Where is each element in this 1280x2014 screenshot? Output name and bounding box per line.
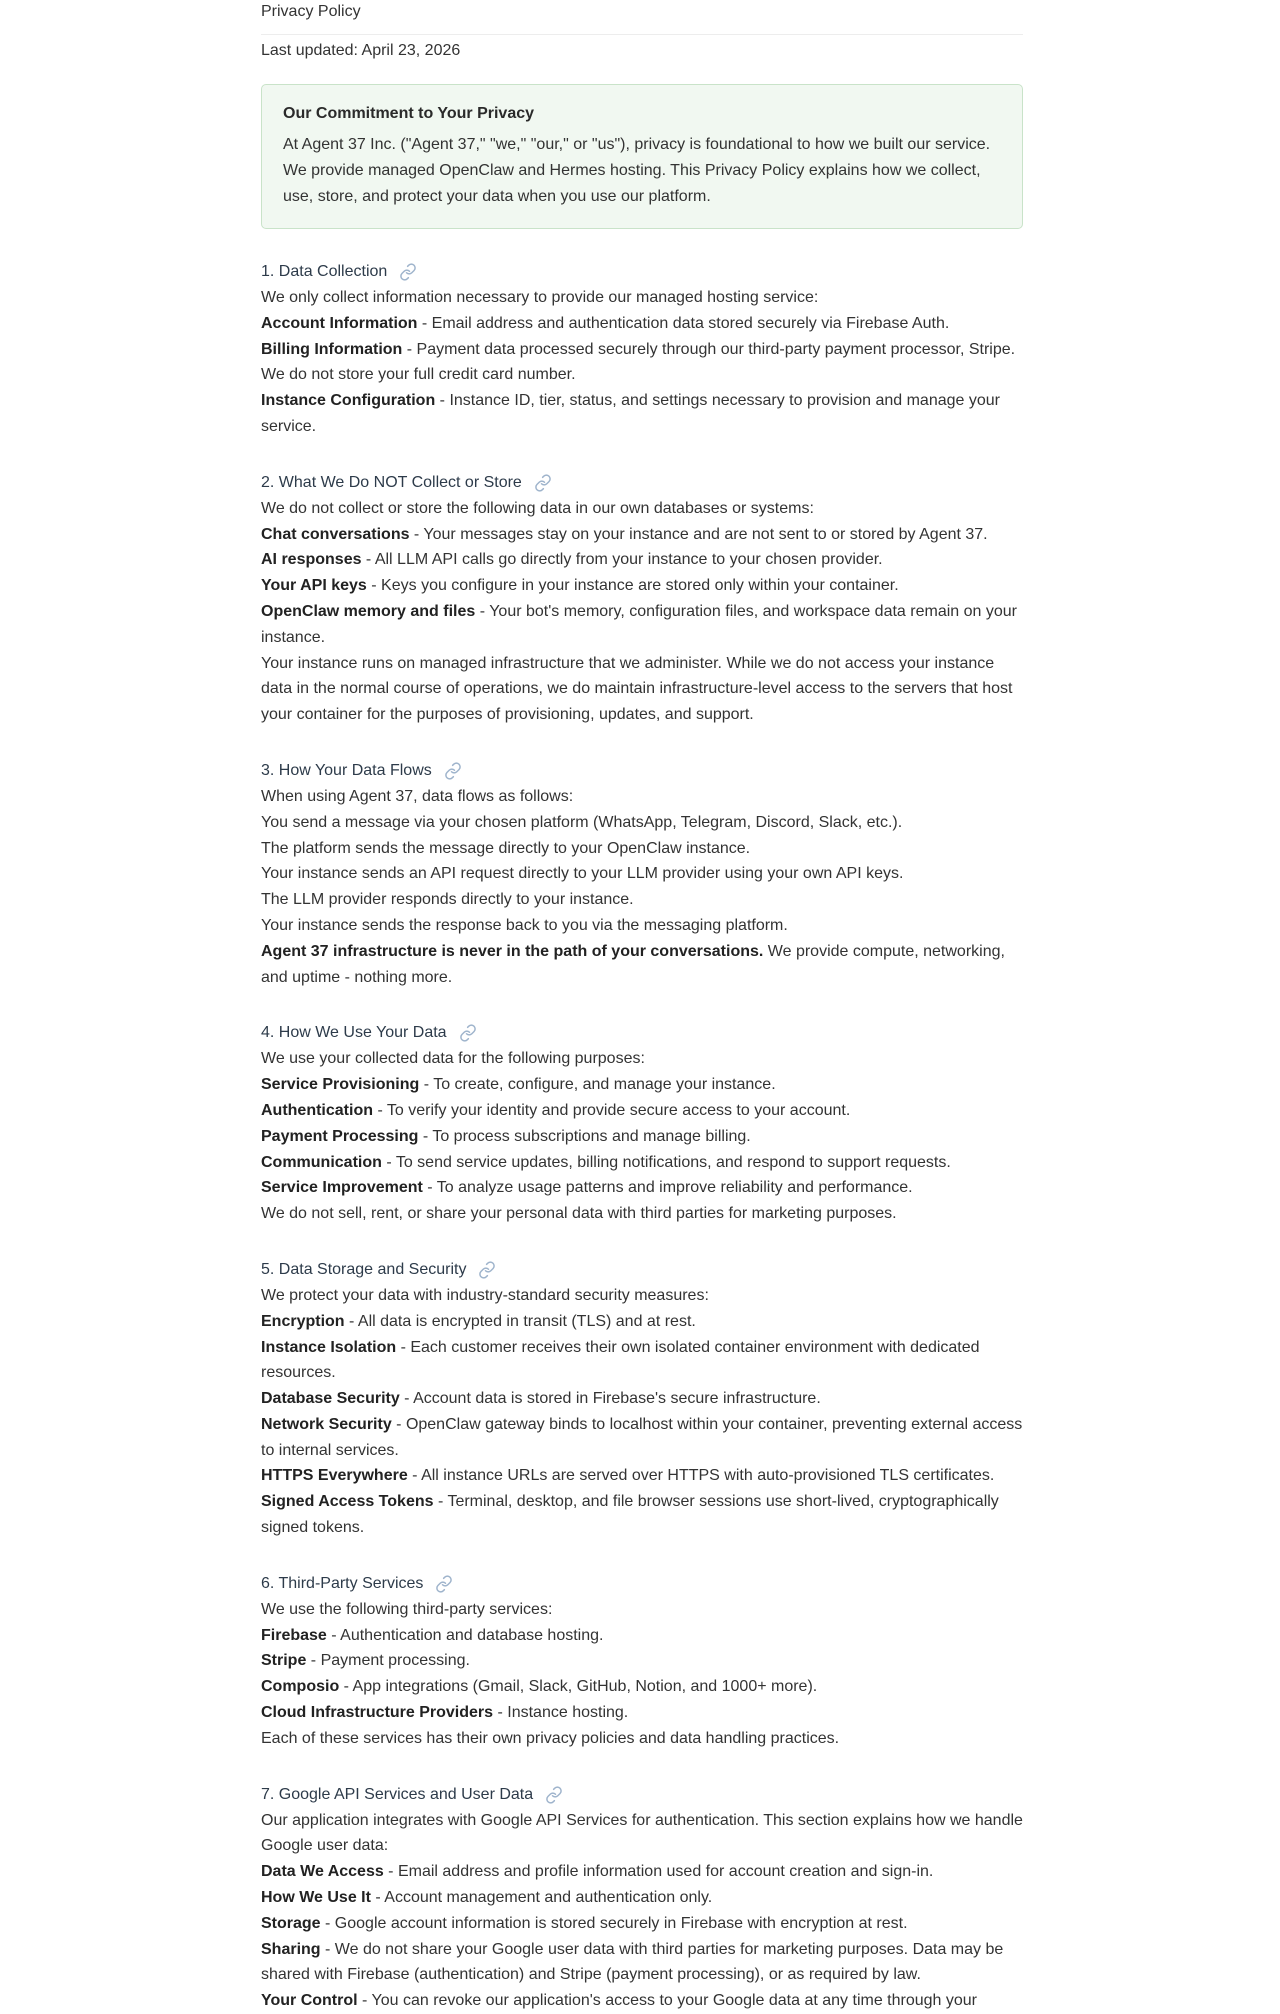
section-item — [261, 1885, 1023, 1911]
item-text: Each of these services has their own privacy policies and data handling practices. — [261, 1729, 840, 1747]
item-text: - Payment data processed securely through our third-party payment processor, Stripe. We do not store your full credit card number. — [261, 340, 1016, 384]
section-note — [261, 651, 1023, 728]
section-intro: We use your collected data for the following purposes: — [261, 1050, 645, 1068]
section-heading — [261, 1020, 1023, 1046]
section-item — [261, 1859, 1023, 1885]
item-text: - Payment processing. — [306, 1652, 470, 1670]
item-text: - We do not share your Google user data with third parties for marketing purposes. Data may be shared with Firebase (authentication) and Stripe (payment processing), or as required by law. — [261, 1940, 1004, 1984]
section-item — [261, 1463, 1023, 1489]
last-updated-date: Last updated: April 23, 2026 — [261, 42, 461, 59]
anchor-link-icon[interactable] — [435, 1575, 453, 1593]
item-term: HTTPS Everywhere — [261, 1467, 408, 1485]
item-term: How We Use It — [261, 1889, 371, 1907]
section-intro: We use the following third-party services: — [261, 1600, 553, 1618]
anchor-link-icon[interactable] — [459, 1024, 477, 1042]
policy-section — [261, 470, 1023, 728]
section-item — [261, 1072, 1023, 1098]
section-item — [261, 1489, 1023, 1541]
item-term: Communication — [261, 1153, 382, 1171]
item-term: Agent 37 infrastructure is never in the path of your conversations. — [261, 942, 764, 960]
item-text: - Google account information is stored securely in Firebase with encryption at rest. — [320, 1914, 908, 1932]
item-text: - App integrations (Gmail, Slack, GitHub, Notion, and 1000+ more). — [339, 1678, 818, 1696]
item-text: We provide compute, networking, and uptime - nothing more. — [261, 942, 1005, 986]
policy-section — [261, 1571, 1023, 1752]
item-text: - Account data is stored in Firebase's secure infrastructure. — [399, 1390, 821, 1408]
section-item — [261, 1124, 1023, 1150]
section-heading-text: 5. Data Storage and Security — [261, 1260, 467, 1278]
item-text: - Your bot's memory, configuration files, and workspace data remain on your instance. — [261, 602, 1017, 646]
item-text: - All instance URLs are served over HTTPS with auto-provisioned TLS certificates. — [407, 1467, 995, 1485]
section-item — [261, 1648, 1023, 1674]
item-text: - Each customer receives their own isolated container environment with dedicated resources. — [261, 1338, 980, 1382]
section-heading-text: 1. Data Collection — [261, 263, 388, 280]
section-intro: We do not collect or store the following data in our own databases or systems: — [261, 499, 814, 517]
section-item — [261, 1386, 1023, 1412]
item-term: Stripe — [261, 1652, 307, 1670]
item-text: The LLM provider responds directly to your instance. — [261, 891, 634, 909]
section-intro: When using Agent 37, data flows as follows: — [261, 787, 574, 805]
item-text: We do not sell, rent, or share your personal data with third parties for marketing purposes. — [261, 1205, 897, 1223]
item-term: Signed Access Tokens — [261, 1493, 434, 1511]
policy-section — [261, 1782, 1023, 2014]
section-item — [261, 1988, 1023, 2014]
section-heading-text: 3. How Your Data Flows — [261, 761, 432, 779]
item-text: - Your messages stay on your instance and are not sent to or stored by Agent 37. — [409, 525, 988, 543]
section-item — [261, 1175, 1023, 1201]
section-item — [261, 522, 1023, 548]
anchor-link-icon[interactable] — [478, 1261, 496, 1279]
item-term: Storage — [261, 1914, 321, 1932]
item-term: Instance Isolation — [261, 1338, 397, 1356]
item-text: - Email address and authentication data stored securely via Firebase Auth. — [417, 314, 950, 332]
item-text: Your instance sends the response back to you via the messaging platform. — [261, 916, 788, 934]
page-title: Privacy Policy — [261, 0, 1023, 35]
item-text: Your instance sends an API request directly to your LLM provider using your own API keys. — [261, 865, 904, 883]
anchor-link-icon[interactable] — [545, 1786, 563, 1804]
section-heading — [261, 1257, 1023, 1283]
policy-sections — [261, 259, 1023, 2014]
item-term: Firebase — [261, 1626, 327, 1644]
section-item — [261, 388, 1023, 440]
policy-section — [261, 1020, 1023, 1227]
section-item — [261, 547, 1023, 573]
item-text: - OpenClaw gateway binds to localhost within your container, preventing external access to internal services. — [261, 1415, 1023, 1459]
section-item — [261, 311, 1023, 337]
item-term: Your API keys — [261, 577, 367, 595]
section-item — [261, 1150, 1023, 1176]
item-text: The platform sends the message directly to your OpenClaw instance. — [261, 839, 751, 857]
callout-body: At Agent 37 Inc. ("Agent 37," "we," "our," or "us"), privacy is foundational to how we built our service. We provide managed OpenClaw and Hermes hosting. This Privacy Policy explains how we collect, use, store, and protect your data when you use our platform. — [283, 136, 991, 205]
section-item — [261, 810, 1023, 836]
item-text: - To process subscriptions and manage billing. — [418, 1127, 751, 1145]
policy-section — [261, 259, 1023, 440]
section-item — [261, 573, 1023, 599]
item-term: OpenClaw memory and files — [261, 602, 476, 620]
section-intro: We protect your data with industry-standard security measures: — [261, 1286, 709, 1304]
section-item — [261, 1726, 1023, 1752]
item-text: - Instance ID, tier, status, and settings necessary to provision and manage your service. — [261, 392, 1000, 435]
item-term: AI responses — [261, 551, 362, 569]
callout-title: Our Commitment to Your Privacy — [283, 105, 535, 122]
section-heading-text: 7. Google API Services and User Data — [261, 1785, 534, 1803]
section-intro: Our application integrates with Google API Services for authentication. This section explains how we handle Google user data: — [261, 1811, 1023, 1855]
privacy-policy-page — [261, 0, 1023, 2014]
item-term: Service Improvement — [261, 1179, 423, 1197]
privacy-commitment-callout — [261, 84, 1023, 229]
section-item — [261, 1674, 1023, 1700]
section-item — [261, 1623, 1023, 1649]
item-text: - To analyze usage patterns and improve reliability and performance. — [422, 1179, 913, 1197]
section-intro: We only collect information necessary to provide our managed hosting service: — [261, 289, 819, 306]
item-text: - Authentication and database hosting. — [326, 1626, 604, 1644]
item-text: - All LLM API calls go directly from your instance to your chosen provider. — [361, 551, 883, 569]
item-text: - Email address and profile information used for account creation and sign-in. — [383, 1863, 934, 1881]
section-heading-text: 6. Third-Party Services — [261, 1574, 424, 1592]
section-heading — [261, 1571, 1023, 1597]
item-term: Authentication — [261, 1101, 373, 1119]
section-item — [261, 1700, 1023, 1726]
section-heading-text: 4. How We Use Your Data — [261, 1024, 447, 1042]
section-item — [261, 337, 1023, 389]
anchor-link-icon[interactable] — [534, 474, 552, 492]
item-text: - Terminal, desktop, and file browser sessions use short-lived, cryptographically signed tokens. — [261, 1493, 999, 1537]
section-item — [261, 1098, 1023, 1124]
item-term: Data We Access — [261, 1863, 384, 1881]
section-item — [261, 1911, 1023, 1937]
item-term: Encryption — [261, 1312, 345, 1330]
item-text: You send a message via your chosen platform (WhatsApp, Telegram, Discord, Slack, etc.). — [261, 813, 903, 831]
item-term: Sharing — [261, 1940, 321, 1958]
item-term: Cloud Infrastructure Providers — [261, 1704, 494, 1722]
item-term: Service Provisioning — [261, 1076, 420, 1094]
item-text: - Instance hosting. — [493, 1704, 629, 1722]
anchor-link-icon[interactable] — [444, 762, 462, 780]
section-heading — [261, 470, 1023, 496]
item-term: Billing Information — [261, 340, 403, 358]
section-item — [261, 836, 1023, 862]
section-item — [261, 939, 1023, 991]
item-term: Database Security — [261, 1390, 400, 1408]
section-item — [261, 1335, 1023, 1387]
item-text: - To verify your identity and provide secure access to your account. — [373, 1101, 851, 1119]
section-heading — [261, 1782, 1023, 1808]
item-term: Instance Configuration — [261, 392, 436, 410]
anchor-link-icon[interactable] — [399, 263, 417, 281]
item-text: - You can revoke our application's access to your Google data at any time through your — [357, 1992, 977, 2010]
section-item — [261, 1412, 1023, 1464]
item-term: Your Control — [261, 1992, 358, 2010]
item-term: Chat conversations — [261, 525, 410, 543]
section-item — [261, 1201, 1023, 1227]
item-term: Account Information — [261, 314, 418, 332]
section-item — [261, 861, 1023, 887]
item-text: - To send service updates, billing notifications, and respond to support requests. — [381, 1153, 951, 1171]
item-term: Network Security — [261, 1415, 392, 1433]
item-term: Payment Processing — [261, 1127, 419, 1145]
item-text: - All data is encrypted in transit (TLS) and at rest. — [344, 1312, 696, 1330]
item-text: - Account management and authentication only. — [370, 1889, 713, 1907]
section-item — [261, 1309, 1023, 1335]
section-heading-text: 2. What We Do NOT Collect or Store — [261, 473, 522, 491]
item-text: Your instance runs on managed infrastructure that we administer. While we do not access your instance data in the normal course of operations, we do maintain infrastructure-level access to the servers that host your container for the purposes of provisioning, updates, and support. — [261, 654, 1013, 724]
item-text: - Keys you configure in your instance are stored only within your container. — [366, 577, 899, 595]
section-item — [261, 913, 1023, 939]
policy-section — [261, 1257, 1023, 1541]
section-item — [261, 887, 1023, 913]
item-text: - To create, configure, and manage your instance. — [419, 1076, 776, 1094]
policy-section — [261, 758, 1023, 990]
section-item — [261, 1937, 1023, 1989]
section-heading — [261, 259, 1023, 285]
section-item — [261, 599, 1023, 651]
section-heading — [261, 758, 1023, 784]
item-term: Composio — [261, 1678, 340, 1696]
